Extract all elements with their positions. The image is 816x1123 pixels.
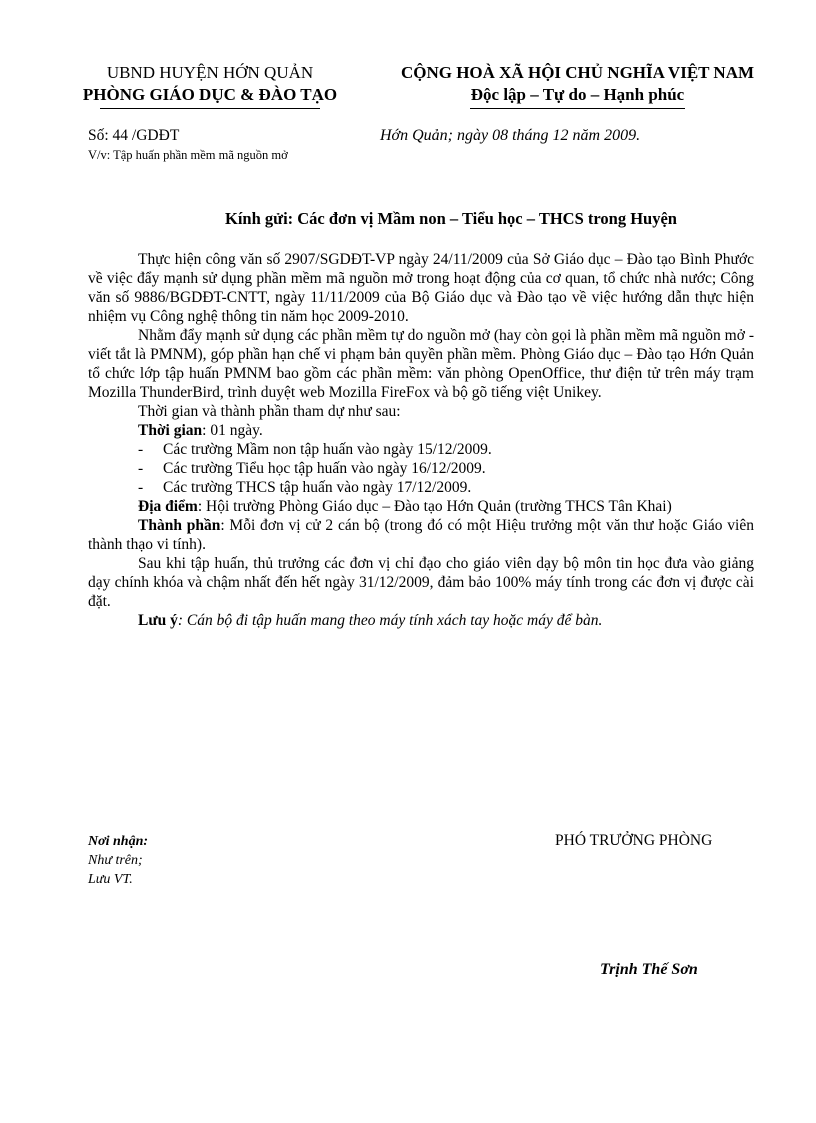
signer-name: Trịnh Thế Sơn [600,961,698,978]
place-line [88,497,754,516]
paragraph-after: Sau khi tập huấn, thủ trưởng các đơn vị chỉ đạo cho giáo viên dạy bộ môn tin học đưa vào giảng dạy chính khóa và chậm nhất đến hết ngày 31/12/2009, đảm bảo 100% máy tính trong các đơn vị được cài đặt. [88,555,754,610]
department-name: PHÒNG GIÁO DỤC & ĐÀO TẠO [82,85,338,104]
place-value: : Hội trường Phòng Giáo dục – Đào tạo Hớn Quản (trường THCS Tân Khai) [197,498,672,515]
composition-value: : Mỗi đơn vị cử 2 cán bộ (trong đó có một Hiệu trưởng một văn thư hoặc Giáo viên thành thạo vi tính). [88,517,754,553]
issuer-underline [100,108,320,109]
signer-position: PHÓ TRƯỞNG PHÒNG [555,832,713,849]
composition-line [88,516,754,554]
bullet-text: Các trường Mầm non tập huấn vào ngày 15/12/2009. [163,441,492,458]
note-line [88,611,754,630]
document-body [88,250,754,630]
country-name: CỘNG HOÀ XÃ HỘI CHỦ NGHĨA VIỆT NAM [400,63,755,82]
paragraph-1: Thực hiện công văn số 2907/SGDĐT-VP ngày 24/11/2009 của Sở Giáo dục – Đào tạo Bình Phước về việc đẩy mạnh sử dụng phần mềm mã nguồn mở trong hoạt động của cơ quan, tổ chức nhà nước; Công văn số 9886/BGDĐT-CNTT, ngày 11/11/2009 của Bộ Giáo dục và Đào tạo về việc hướng dẫn thực hiện nhiệm vụ Công nghệ thông tin năm học 2009-2010. [88,251,754,325]
composition-label: Thành phần [138,517,221,534]
bullet-text: Các trường THCS tập huấn vào ngày 17/12/2009. [163,479,472,496]
document-subject: V/v: Tập huấn phần mềm mã nguồn mở [88,148,288,162]
recipient-item: Lưu VT. [88,872,133,887]
paragraph-2: Nhằm đẩy mạnh sử dụng các phần mềm tự do nguồn mở (hay còn gọi là phần mềm mã nguồn mở - viết tắt là PMNM), góp phần hạn chế vi phạm bản quyền phần mềm. Phòng Giáo dục – Đào tạo Hớn Quản tổ chức lớp tập huấn PMNM bao gồm các phần mềm: văn phòng OpenOffice, thư điện tử trên máy trạm Mozilla ThunderBird, trình duyệt web Mozilla FireFox và bộ gõ tiếng việt Unikey. [88,327,754,401]
paragraph-3: Thời gian và thành phần tham dự như sau: [138,403,401,420]
note-value: : Cán bộ đi tập huấn mang theo máy tính xách tay hoặc máy để bàn. [177,612,603,629]
place-label: Địa điểm [138,498,198,515]
recipient-line: Kính gửi: Các đơn vị Mầm non – Tiểu học – THCS trong Huyện [225,209,677,228]
district-committee: UBND HUYỆN HỚN QUẢN [106,63,314,82]
recipients-title: Nơi nhận: [88,834,149,849]
time-value: : 01 ngày. [202,422,263,439]
time-label: Thời gian [138,422,203,439]
list-item [88,478,754,497]
bullet-dash: - [138,479,144,496]
bullet-text: Các trường Tiểu học tập huấn vào ngày 16/12/2009. [163,460,486,477]
document-number: Số: 44 /GDĐT [88,127,180,144]
note-label: Lưu ý [138,612,178,629]
bullet-dash: - [138,441,144,458]
national-header [370,62,785,109]
recipient-item: Như trên; [88,853,143,868]
list-item [88,440,754,459]
issuer-header [60,62,360,109]
recipients-block [88,832,148,889]
motto-underline [470,108,685,109]
bullet-dash: - [138,460,144,477]
document-date: Hớn Quản; ngày 08 tháng 12 năm 2009. [380,127,641,144]
list-item [88,459,754,478]
time-line [88,421,754,440]
national-motto: Độc lập – Tự do – Hạnh phúc [470,85,685,104]
